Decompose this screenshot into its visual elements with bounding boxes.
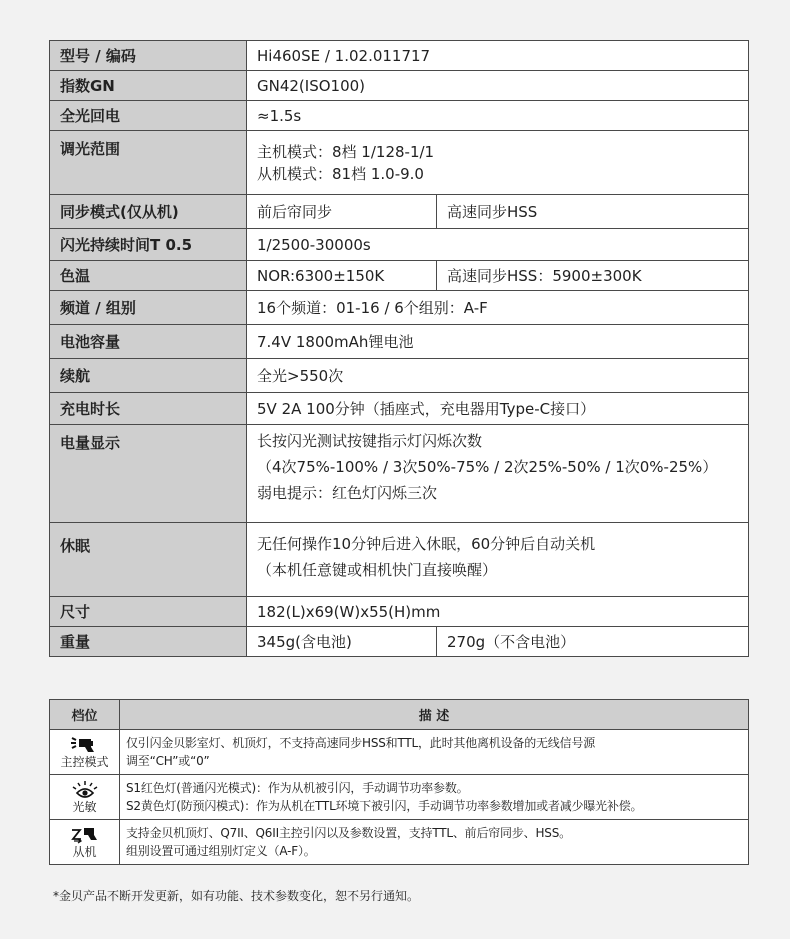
battery-label: 电池容量 [50, 325, 247, 359]
spec-row-battery [50, 325, 749, 359]
power-label: 调光范围 [50, 131, 247, 195]
weight-label: 重量 [50, 627, 247, 657]
spec-row-weight [50, 627, 749, 657]
sync-value-hss: 高速同步HSS [437, 195, 749, 229]
spec-table [49, 40, 749, 657]
display-label: 电量显示 [50, 425, 247, 523]
spec-row-size [50, 597, 749, 627]
weight-value-without-battery: 270g（不含电池） [437, 627, 749, 657]
spec-row-duration [50, 229, 749, 261]
sleep-value [247, 523, 749, 597]
slave-mode-cell [50, 820, 120, 865]
master-mode-description-line-2: 调至“CH”或“0” [126, 754, 210, 768]
model-value: Hi460SE / 1.02.011717 [247, 41, 749, 71]
description-column-header: 描 述 [120, 700, 749, 730]
master-mode-icon [70, 735, 100, 755]
spec-row-recycle [50, 101, 749, 131]
endurance-value: 全光>550次 [247, 359, 749, 393]
spec-row-channel [50, 291, 749, 325]
slave-mode-description-line-2: 组别设置可通过组别灯定义（A-F）。 [126, 844, 316, 858]
optical-mode-description-line-1: S1红色灯(普通闪光模式)：作为从机被引闪，手动调节功率参数。 [126, 781, 469, 795]
display-value-line-1: 长按闪光测试按键指示灯闪烁次数 [257, 432, 483, 450]
model-label: 型号 / 编码 [50, 41, 247, 71]
optical-sensor-icon [70, 780, 100, 800]
mode-row-optical [50, 775, 749, 820]
mode-table-header [50, 700, 749, 730]
spec-row-charge [50, 393, 749, 425]
sync-label: 同步模式(仅从机) [50, 195, 247, 229]
sleep-label: 休眠 [50, 523, 247, 597]
display-value [247, 425, 749, 523]
gn-value: GN42(ISO100) [247, 71, 749, 101]
master-mode-description-line-1: 仅引闪金贝影室灯、机顶灯，不支持高速同步HSS和TTL，此时其他离机设备的无线信号源 [126, 736, 595, 750]
channel-value: 16个频道：01-16 / 6个组别：A-F [247, 291, 749, 325]
duration-label: 闪光持续时间T 0.5 [50, 229, 247, 261]
footnote: *金贝产品不断开发更新，如有功能、技术参数变化，恕不另行通知。 [53, 889, 420, 903]
master-mode-description [120, 730, 749, 775]
optical-mode-description-line-2: S2黄色灯(防预闪模式)：作为从机在TTL环境下被引闪，手动调节功率参数增加或者减少曝光补偿。 [126, 799, 643, 813]
charge-value: 5V 2A 100分钟（插座式，充电器用Type-C接口） [247, 393, 749, 425]
mode-row-slave [50, 820, 749, 865]
optical-mode-name: 光敏 [72, 799, 97, 814]
size-label: 尺寸 [50, 597, 247, 627]
endurance-label: 续航 [50, 359, 247, 393]
spec-row-model [50, 41, 749, 71]
recycle-value: ≈1.5s [247, 101, 749, 131]
sync-value-curtain: 前后帘同步 [247, 195, 437, 229]
spec-row-temp [50, 261, 749, 291]
power-value [247, 131, 749, 195]
spec-row-sleep [50, 523, 749, 597]
battery-value: 7.4V 1800mAh锂电池 [247, 325, 749, 359]
spec-row-power [50, 131, 749, 195]
slave-mode-description [120, 820, 749, 865]
mode-table [49, 699, 749, 865]
power-value-master: 主机模式：8档 1/128-1/1 [257, 142, 435, 161]
spec-row-gn [50, 71, 749, 101]
duration-value: 1/2500-30000s [247, 229, 749, 261]
master-mode-cell [50, 730, 120, 775]
optical-mode-description [120, 775, 749, 820]
power-value-slave: 从机模式：81档 1.0-9.0 [257, 164, 424, 183]
display-value-line-3: 弱电提示：红色灯闪烁三次 [257, 484, 438, 502]
mode-column-header: 档位 [50, 700, 120, 730]
channel-label: 频道 / 组别 [50, 291, 247, 325]
slave-mode-name: 从机 [72, 844, 97, 859]
mode-row-master [50, 730, 749, 775]
temp-value-normal: NOR:6300±150K [247, 261, 437, 291]
spec-row-endurance [50, 359, 749, 393]
sleep-value-line-1: 无任何操作10分钟后进入休眠，60分钟后自动关机 [257, 535, 596, 553]
master-mode-name: 主控模式 [60, 754, 109, 769]
spec-row-sync [50, 195, 749, 229]
charge-label: 充电时长 [50, 393, 247, 425]
sleep-value-line-2: （本机任意键或相机快门直接唤醒） [257, 561, 498, 579]
slave-mode-description-line-1: 支持金贝机顶灯、Q7II、Q6II主控引闪以及参数设置，支持TTL、前后帘同步、HSS。 [126, 826, 571, 840]
temp-label: 色温 [50, 261, 247, 291]
spec-row-display [50, 425, 749, 523]
gn-label: 指数GN [50, 71, 247, 101]
optical-mode-cell [50, 775, 120, 820]
temp-value-hss: 高速同步HSS：5900±300K [437, 261, 749, 291]
weight-value-with-battery: 345g(含电池) [247, 627, 437, 657]
recycle-label: 全光回电 [50, 101, 247, 131]
display-value-line-2: （4次75%-100% / 3次50%-75% / 2次25%-50% / 1次0%-25%） [257, 458, 718, 476]
size-value: 182(L)x69(W)x55(H)mm [247, 597, 749, 627]
slave-mode-icon [70, 825, 100, 845]
